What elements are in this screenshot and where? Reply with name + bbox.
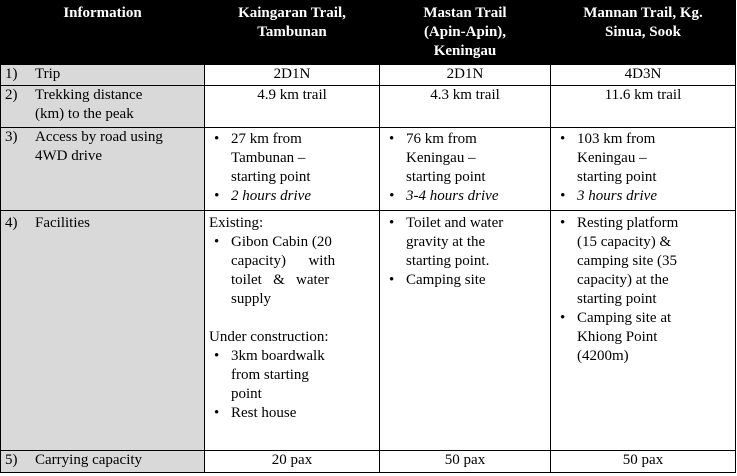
row-label-distance: 2) Trekking distance (km) to the peak xyxy=(1,86,205,128)
header-mannan: Mannan Trail, Kg. Sinua, Sook xyxy=(551,1,736,65)
header-row xyxy=(1,1,736,65)
trip-mastan: 2D1N xyxy=(380,65,551,86)
capacity-mastan: 50 pax xyxy=(380,451,551,473)
construction-label: Under construction: xyxy=(209,329,329,345)
distance-mastan: 4.3 km trail xyxy=(380,86,551,128)
list-item: • Gibon Cabin (20 capacity) with toilet & water supply xyxy=(205,233,379,309)
row-label-capacity: 5) Carrying capacity xyxy=(1,451,205,473)
row-label-facilities: 4) Facilities xyxy=(1,211,205,451)
list-item: • 3-4 hours drive xyxy=(380,187,550,206)
header-kaingaran: Kaingaran Trail, Tambunan xyxy=(205,1,380,65)
distance-mannan: 11.6 km trail xyxy=(551,86,736,128)
list-item: • 3km boardwalk from starting point xyxy=(205,347,379,404)
row-label-trip: 1) Trip xyxy=(1,65,205,86)
distance-kaingaran: 4.9 km trail xyxy=(205,86,380,128)
access-mannan xyxy=(551,128,736,211)
trip-kaingaran: 2D1N xyxy=(205,65,380,86)
facilities-mastan xyxy=(380,211,551,451)
trip-mannan: 4D3N xyxy=(551,65,736,86)
capacity-mannan: 50 pax xyxy=(551,451,736,473)
list-item: • 76 km from Keningau – starting point xyxy=(380,130,550,187)
row-facilities xyxy=(1,211,736,451)
header-information: Information xyxy=(1,1,205,65)
facilities-kaingaran xyxy=(205,211,380,451)
row-access xyxy=(1,128,736,211)
list-item: • 27 km from Tambunan – starting point xyxy=(205,130,379,187)
access-mastan xyxy=(380,128,551,211)
list-item: • Rest house xyxy=(205,404,379,423)
list-item: • 2 hours drive xyxy=(205,187,379,206)
row-label-access: 3) Access by road using 4WD drive xyxy=(1,128,205,211)
list-item: • Resting platform (15 capacity) & camping site (35 capacity) at the starting point xyxy=(551,214,735,309)
row-trip xyxy=(1,65,736,86)
existing-label: Existing: xyxy=(209,215,264,231)
row-capacity xyxy=(1,451,736,473)
facilities-mannan xyxy=(551,211,736,451)
list-item: • 103 km from Keningau – starting point xyxy=(551,130,735,187)
list-item: • 3 hours drive xyxy=(551,187,735,206)
capacity-kaingaran: 20 pax xyxy=(205,451,380,473)
header-mastan: Mastan Trail (Apin-Apin), Keningau xyxy=(380,1,551,65)
row-distance xyxy=(1,86,736,128)
list-item: • Toilet and water gravity at the starting point. xyxy=(380,214,550,271)
access-kaingaran xyxy=(205,128,380,211)
list-item: • Camping site xyxy=(380,271,550,290)
list-item: • Camping site at Khiong Point (4200m) xyxy=(551,309,735,366)
